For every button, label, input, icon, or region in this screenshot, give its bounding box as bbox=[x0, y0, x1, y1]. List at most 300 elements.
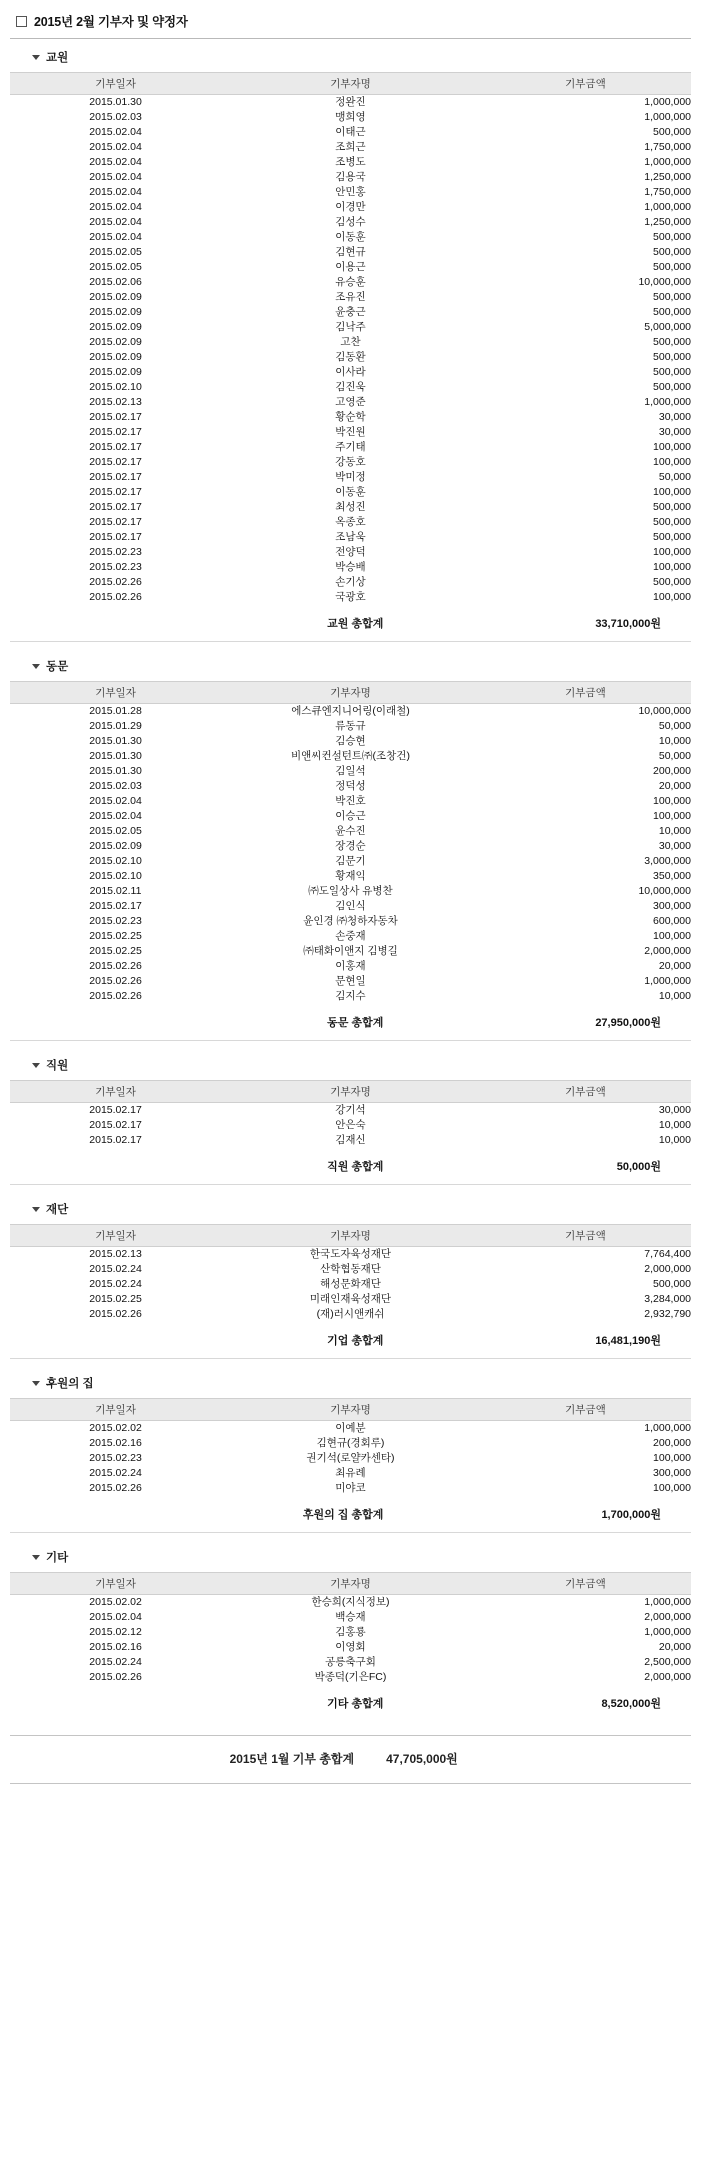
section-header[interactable] bbox=[10, 658, 691, 674]
cell-name: 이용근 bbox=[335, 261, 366, 273]
cell-name: 조희근 bbox=[335, 141, 366, 153]
cell-amount: 500,000 bbox=[653, 126, 691, 138]
cell-date: 2015.02.23 bbox=[89, 915, 142, 927]
cell-date: 2015.02.17 bbox=[89, 1104, 142, 1116]
cell-name: 정완진 bbox=[335, 96, 366, 108]
table-row bbox=[10, 440, 691, 455]
cell-amount: 500,000 bbox=[653, 261, 691, 273]
cell-date: 2015.02.09 bbox=[89, 336, 142, 348]
cell-name: ㈜도일상사 유병찬 bbox=[308, 885, 393, 897]
donation-table bbox=[10, 72, 691, 605]
cell-amount: 1,000,000 bbox=[644, 975, 691, 987]
cell-name: 미야코 bbox=[335, 1482, 366, 1494]
cell-date: 2015.02.25 bbox=[89, 945, 142, 957]
table-row bbox=[10, 335, 691, 350]
cell-amount: 50,000 bbox=[658, 720, 691, 732]
cell-amount: 1,250,000 bbox=[644, 171, 691, 183]
section-total-label: 후원의 집 총합계 bbox=[302, 1509, 384, 1521]
cell-name: 윤인경 ㈜청하자동차 bbox=[303, 915, 398, 927]
section-total-row bbox=[10, 615, 691, 633]
cell-amount: 100,000 bbox=[653, 441, 691, 453]
table-row bbox=[10, 1277, 691, 1292]
section-total-value: 1,700,000원 bbox=[601, 1509, 661, 1521]
grand-total-row bbox=[10, 1735, 691, 1767]
cell-name: 이동훈 bbox=[335, 486, 366, 498]
cell-name: 이경만 bbox=[335, 201, 366, 213]
donation-section bbox=[10, 1549, 691, 1713]
cell-name: 유승훈 bbox=[335, 276, 366, 288]
cell-amount: 500,000 bbox=[653, 246, 691, 258]
cell-date: 2015.02.04 bbox=[89, 1611, 142, 1623]
cell-name: 한승희(지식정보) bbox=[311, 1596, 390, 1608]
table-row bbox=[10, 1436, 691, 1451]
cell-name: 박진호 bbox=[335, 795, 366, 807]
cell-name: 김진욱 bbox=[335, 381, 366, 393]
cell-name: 김현규 bbox=[335, 246, 366, 258]
cell-date: 2015.01.30 bbox=[89, 735, 142, 747]
donation-section bbox=[10, 1201, 691, 1359]
cell-name: 김현규(경회루) bbox=[316, 1437, 385, 1449]
table-row bbox=[10, 1625, 691, 1640]
cell-amount: 10,000 bbox=[658, 990, 691, 1002]
cell-amount: 10,000,000 bbox=[638, 705, 691, 717]
cell-date: 2015.02.23 bbox=[89, 1452, 142, 1464]
cell-date: 2015.02.04 bbox=[89, 216, 142, 228]
cell-amount: 100,000 bbox=[653, 546, 691, 558]
cell-date: 2015.02.05 bbox=[89, 246, 142, 258]
cell-date: 2015.02.26 bbox=[89, 1671, 142, 1683]
table-row bbox=[10, 704, 691, 720]
table-row bbox=[10, 1655, 691, 1670]
chevron-down-icon[interactable] bbox=[32, 664, 40, 669]
cell-date: 2015.02.26 bbox=[89, 576, 142, 588]
table-row bbox=[10, 794, 691, 809]
table-header-row bbox=[10, 73, 691, 95]
table-row bbox=[10, 719, 691, 734]
table-row bbox=[10, 260, 691, 275]
section-header[interactable] bbox=[10, 49, 691, 65]
section-total-value: 50,000원 bbox=[616, 1161, 661, 1173]
table-row bbox=[10, 944, 691, 959]
cell-date: 2015.02.25 bbox=[89, 1293, 142, 1305]
section-total-label: 동문 총합계 bbox=[327, 1017, 384, 1029]
cell-date: 2015.02.24 bbox=[89, 1467, 142, 1479]
cell-amount: 2,000,000 bbox=[644, 945, 691, 957]
cell-amount: 50,000 bbox=[658, 750, 691, 762]
cell-date: 2015.01.29 bbox=[89, 720, 142, 732]
table-row bbox=[10, 929, 691, 944]
column-header-date: 기부일자 bbox=[10, 682, 221, 704]
table-row bbox=[10, 95, 691, 111]
section-divider bbox=[10, 1184, 691, 1185]
cell-amount: 300,000 bbox=[653, 900, 691, 912]
section-total-value: 16,481,190원 bbox=[595, 1335, 661, 1347]
cell-amount: 100,000 bbox=[653, 795, 691, 807]
column-header-name: 기부자명 bbox=[221, 682, 480, 704]
section-total-label: 직원 총합계 bbox=[327, 1161, 384, 1173]
table-row bbox=[10, 230, 691, 245]
cell-date: 2015.02.04 bbox=[89, 810, 142, 822]
cell-name: 류동규 bbox=[335, 720, 366, 732]
cell-name: 이홍재 bbox=[335, 960, 366, 972]
cell-amount: 1,000,000 bbox=[644, 96, 691, 108]
table-row bbox=[10, 410, 691, 425]
table-row bbox=[10, 245, 691, 260]
table-row bbox=[10, 1670, 691, 1685]
cell-amount: 100,000 bbox=[653, 456, 691, 468]
cell-date: 2015.02.16 bbox=[89, 1641, 142, 1653]
section-divider bbox=[10, 1358, 691, 1359]
cell-amount: 10,000 bbox=[658, 1119, 691, 1131]
cell-name: 한국도자육성재단 bbox=[309, 1248, 392, 1260]
cell-amount: 500,000 bbox=[653, 306, 691, 318]
cell-name: 김문기 bbox=[335, 855, 366, 867]
cell-amount: 1,000,000 bbox=[644, 396, 691, 408]
cell-date: 2015.02.09 bbox=[89, 366, 142, 378]
cell-amount: 350,000 bbox=[653, 870, 691, 882]
sections-container bbox=[10, 49, 691, 1713]
donation-table bbox=[10, 1398, 691, 1496]
chevron-down-icon[interactable] bbox=[32, 1207, 40, 1212]
cell-date: 2015.02.12 bbox=[89, 1626, 142, 1638]
table-row bbox=[10, 395, 691, 410]
cell-date: 2015.02.04 bbox=[89, 186, 142, 198]
donation-section bbox=[10, 49, 691, 642]
cell-date: 2015.02.10 bbox=[89, 381, 142, 393]
cell-date: 2015.02.24 bbox=[89, 1278, 142, 1290]
table-row bbox=[10, 1481, 691, 1496]
cell-date: 2015.02.04 bbox=[89, 201, 142, 213]
cell-name: 정덕성 bbox=[335, 780, 366, 792]
cell-name: 해성문화재단 bbox=[320, 1278, 381, 1290]
cell-date: 2015.02.03 bbox=[89, 111, 142, 123]
table-row bbox=[10, 545, 691, 560]
cell-name: 김용국 bbox=[335, 171, 366, 183]
table-row bbox=[10, 1307, 691, 1322]
section-total-row bbox=[10, 1695, 691, 1713]
cell-name: 조유진 bbox=[335, 291, 366, 303]
table-row bbox=[10, 1118, 691, 1133]
cell-amount: 20,000 bbox=[658, 780, 691, 792]
table-row bbox=[10, 749, 691, 764]
cell-name: 이예분 bbox=[335, 1422, 366, 1434]
cell-name: 김홍룡 bbox=[335, 1626, 366, 1638]
table-row bbox=[10, 1292, 691, 1307]
cell-name: 권기석(로얄카센타) bbox=[306, 1452, 395, 1464]
section-title: 후원의 집 bbox=[46, 1378, 94, 1390]
table-row bbox=[10, 1421, 691, 1437]
cell-amount: 1,000,000 bbox=[644, 1626, 691, 1638]
table-row bbox=[10, 974, 691, 989]
cell-name: 장경순 bbox=[335, 840, 366, 852]
section-header[interactable] bbox=[10, 1057, 691, 1073]
cell-amount: 2,932,790 bbox=[644, 1308, 691, 1320]
column-header-date: 기부일자 bbox=[10, 1225, 221, 1247]
table-row bbox=[10, 455, 691, 470]
cell-amount: 2,000,000 bbox=[644, 1671, 691, 1683]
donation-table bbox=[10, 1224, 691, 1322]
cell-amount: 10,000 bbox=[658, 735, 691, 747]
section-total-label: 기업 총합계 bbox=[327, 1335, 384, 1347]
cell-date: 2015.02.23 bbox=[89, 561, 142, 573]
header-divider bbox=[10, 38, 691, 39]
cell-name: 박진원 bbox=[335, 426, 366, 438]
table-row bbox=[10, 959, 691, 974]
cell-date: 2015.02.17 bbox=[89, 516, 142, 528]
table-row bbox=[10, 1610, 691, 1625]
cell-amount: 10,000 bbox=[658, 825, 691, 837]
table-row bbox=[10, 155, 691, 170]
table-row bbox=[10, 764, 691, 779]
table-row bbox=[10, 839, 691, 854]
section-title: 동문 bbox=[46, 661, 69, 673]
cell-name: 손중재 bbox=[335, 930, 366, 942]
cell-date: 2015.02.24 bbox=[89, 1263, 142, 1275]
cell-date: 2015.02.17 bbox=[89, 501, 142, 513]
cell-name: 고영준 bbox=[335, 396, 366, 408]
checkbox-square-icon[interactable] bbox=[16, 16, 27, 27]
cell-date: 2015.02.05 bbox=[89, 825, 142, 837]
cell-date: 2015.02.17 bbox=[89, 471, 142, 483]
cell-amount: 2,500,000 bbox=[644, 1656, 691, 1668]
grand-total-label: 2015년 1월 기부 총합계 bbox=[229, 1752, 355, 1766]
section-header[interactable] bbox=[10, 1375, 691, 1391]
cell-name: 윤충근 bbox=[335, 306, 366, 318]
table-row bbox=[10, 854, 691, 869]
cell-date: 2015.02.04 bbox=[89, 156, 142, 168]
cell-name: 김동환 bbox=[335, 351, 366, 363]
section-title: 기타 bbox=[46, 1552, 69, 1564]
column-header-date: 기부일자 bbox=[10, 1081, 221, 1103]
cell-amount: 1,750,000 bbox=[644, 186, 691, 198]
cell-name: 맹희영 bbox=[335, 111, 366, 123]
cell-name: ㈜태화이앤지 김병길 bbox=[303, 945, 398, 957]
cell-name: 최성진 bbox=[335, 501, 366, 513]
cell-date: 2015.02.03 bbox=[89, 780, 142, 792]
chevron-down-icon[interactable] bbox=[32, 1555, 40, 1560]
cell-date: 2015.01.30 bbox=[89, 765, 142, 777]
cell-date: 2015.02.26 bbox=[89, 1482, 142, 1494]
section-total-value: 27,950,000원 bbox=[595, 1017, 661, 1029]
cell-name: 김일석 bbox=[335, 765, 366, 777]
section-total-row bbox=[10, 1332, 691, 1350]
cell-date: 2015.02.25 bbox=[89, 930, 142, 942]
table-row bbox=[10, 779, 691, 794]
cell-amount: 100,000 bbox=[653, 1482, 691, 1494]
cell-date: 2015.02.09 bbox=[89, 351, 142, 363]
page-title: 2015년 2월 기부자 및 약정자 bbox=[34, 15, 188, 29]
cell-amount: 500,000 bbox=[653, 501, 691, 513]
table-row bbox=[10, 140, 691, 155]
cell-amount: 50,000 bbox=[658, 471, 691, 483]
table-row bbox=[10, 350, 691, 365]
cell-date: 2015.02.11 bbox=[89, 885, 142, 897]
cell-amount: 30,000 bbox=[658, 411, 691, 423]
cell-name: 이동훈 bbox=[335, 231, 366, 243]
section-divider bbox=[10, 1532, 691, 1533]
section-total-row bbox=[10, 1014, 691, 1032]
chevron-down-icon[interactable] bbox=[32, 55, 40, 60]
cell-name: 비앤씨컨설턴트㈜(조창건) bbox=[291, 750, 410, 762]
cell-name: 조남욱 bbox=[335, 531, 366, 543]
section-header[interactable] bbox=[10, 1549, 691, 1565]
table-row bbox=[10, 125, 691, 140]
cell-name: 옥종호 bbox=[335, 516, 366, 528]
table-row bbox=[10, 500, 691, 515]
cell-name: 황순학 bbox=[335, 411, 366, 423]
cell-date: 2015.02.23 bbox=[89, 546, 142, 558]
cell-amount: 7,764,400 bbox=[644, 1248, 691, 1260]
table-row bbox=[10, 1133, 691, 1148]
cell-amount: 30,000 bbox=[658, 840, 691, 852]
chevron-down-icon[interactable] bbox=[32, 1063, 40, 1068]
cell-amount: 1,000,000 bbox=[644, 1596, 691, 1608]
table-row bbox=[10, 290, 691, 305]
cell-date: 2015.02.26 bbox=[89, 990, 142, 1002]
cell-amount: 1,250,000 bbox=[644, 216, 691, 228]
cell-name: 에스큐엔지니어링(이래철) bbox=[291, 705, 410, 717]
cell-date: 2015.02.17 bbox=[89, 486, 142, 498]
table-row bbox=[10, 1640, 691, 1655]
cell-name: 이태근 bbox=[335, 126, 366, 138]
cell-name: 강기석 bbox=[335, 1104, 366, 1116]
table-row bbox=[10, 305, 691, 320]
cell-amount: 10,000 bbox=[658, 1134, 691, 1146]
table-row bbox=[10, 824, 691, 839]
table-row bbox=[10, 1247, 691, 1263]
table-row bbox=[10, 470, 691, 485]
section-total-value: 8,520,000원 bbox=[601, 1698, 661, 1710]
section-title: 재단 bbox=[46, 1204, 69, 1216]
section-header[interactable] bbox=[10, 1201, 691, 1217]
cell-name: 강동호 bbox=[335, 456, 366, 468]
table-header-row bbox=[10, 1573, 691, 1595]
cell-amount: 1,000,000 bbox=[644, 201, 691, 213]
cell-date: 2015.02.09 bbox=[89, 321, 142, 333]
table-row bbox=[10, 485, 691, 500]
cell-amount: 500,000 bbox=[653, 231, 691, 243]
table-header-row bbox=[10, 1081, 691, 1103]
cell-name: 조병도 bbox=[335, 156, 366, 168]
table-row bbox=[10, 425, 691, 440]
section-total-value: 33,710,000원 bbox=[595, 618, 661, 630]
cell-name: 김성수 bbox=[335, 216, 366, 228]
table-row bbox=[10, 1466, 691, 1481]
cell-date: 2015.02.05 bbox=[89, 261, 142, 273]
cell-name: 전양덕 bbox=[335, 546, 366, 558]
table-row bbox=[10, 899, 691, 914]
cell-date: 2015.01.30 bbox=[89, 750, 142, 762]
cell-amount: 500,000 bbox=[653, 576, 691, 588]
cell-name: 안은숙 bbox=[335, 1119, 366, 1131]
cell-date: 2015.02.10 bbox=[89, 855, 142, 867]
donation-section bbox=[10, 1057, 691, 1185]
table-row bbox=[10, 215, 691, 230]
cell-name: 윤수진 bbox=[335, 825, 366, 837]
document-header bbox=[10, 8, 691, 36]
cell-date: 2015.02.02 bbox=[89, 1422, 142, 1434]
cell-amount: 10,000,000 bbox=[638, 276, 691, 288]
cell-amount: 30,000 bbox=[658, 1104, 691, 1116]
donation-table bbox=[10, 1080, 691, 1148]
cell-amount: 1,000,000 bbox=[644, 156, 691, 168]
column-header-name: 기부자명 bbox=[221, 1399, 480, 1421]
cell-amount: 200,000 bbox=[653, 765, 691, 777]
cell-amount: 500,000 bbox=[653, 531, 691, 543]
cell-amount: 500,000 bbox=[653, 351, 691, 363]
table-header-row bbox=[10, 1225, 691, 1247]
cell-date: 2015.02.17 bbox=[89, 426, 142, 438]
footer-divider bbox=[10, 1783, 691, 1784]
cell-date: 2015.02.04 bbox=[89, 171, 142, 183]
cell-amount: 3,000,000 bbox=[644, 855, 691, 867]
column-header-name: 기부자명 bbox=[221, 1225, 480, 1247]
cell-name: 미래인재육성재단 bbox=[309, 1293, 392, 1305]
cell-amount: 600,000 bbox=[653, 915, 691, 927]
table-row bbox=[10, 365, 691, 380]
section-title: 교원 bbox=[46, 52, 69, 64]
table-row bbox=[10, 380, 691, 395]
table-row bbox=[10, 560, 691, 575]
cell-name: 안민홍 bbox=[335, 186, 366, 198]
cell-date: 2015.02.17 bbox=[89, 411, 142, 423]
cell-amount: 300,000 bbox=[653, 1467, 691, 1479]
cell-name: 황재익 bbox=[335, 870, 366, 882]
cell-name: 이사라 bbox=[335, 366, 366, 378]
cell-date: 2015.02.04 bbox=[89, 141, 142, 153]
cell-date: 2015.02.06 bbox=[89, 276, 142, 288]
cell-name: 백승재 bbox=[335, 1611, 366, 1623]
table-row bbox=[10, 914, 691, 929]
cell-amount: 200,000 bbox=[653, 1437, 691, 1449]
cell-date: 2015.02.13 bbox=[89, 396, 142, 408]
table-row bbox=[10, 590, 691, 605]
cell-amount: 30,000 bbox=[658, 426, 691, 438]
cell-name: 손기상 bbox=[335, 576, 366, 588]
cell-name: 김지수 bbox=[335, 990, 366, 1002]
cell-name: 김승현 bbox=[335, 735, 366, 747]
table-row bbox=[10, 320, 691, 335]
cell-name: 공릉축구회 bbox=[325, 1656, 376, 1668]
table-row bbox=[10, 1595, 691, 1611]
table-row bbox=[10, 515, 691, 530]
cell-date: 2015.02.17 bbox=[89, 441, 142, 453]
column-header-amount: 기부금액 bbox=[480, 1225, 691, 1247]
cell-name: (재)러시앤캐쉬 bbox=[316, 1308, 385, 1320]
cell-date: 2015.02.17 bbox=[89, 531, 142, 543]
cell-date: 2015.02.17 bbox=[89, 1134, 142, 1146]
table-row bbox=[10, 275, 691, 290]
cell-name: 국광호 bbox=[335, 591, 366, 603]
table-row bbox=[10, 989, 691, 1004]
cell-amount: 2,000,000 bbox=[644, 1263, 691, 1275]
cell-amount: 1,000,000 bbox=[644, 1422, 691, 1434]
cell-date: 2015.02.04 bbox=[89, 126, 142, 138]
cell-name: 최유례 bbox=[335, 1467, 366, 1479]
cell-date: 2015.01.30 bbox=[89, 96, 142, 108]
cell-amount: 100,000 bbox=[653, 810, 691, 822]
table-row bbox=[10, 575, 691, 590]
section-title: 직원 bbox=[46, 1060, 69, 1072]
cell-name: 박미정 bbox=[335, 471, 366, 483]
chevron-down-icon[interactable] bbox=[32, 1381, 40, 1386]
cell-amount: 100,000 bbox=[653, 561, 691, 573]
column-header-name: 기부자명 bbox=[221, 73, 480, 95]
column-header-amount: 기부금액 bbox=[480, 682, 691, 704]
cell-amount: 1,750,000 bbox=[644, 141, 691, 153]
donation-table bbox=[10, 681, 691, 1004]
cell-amount: 500,000 bbox=[653, 366, 691, 378]
